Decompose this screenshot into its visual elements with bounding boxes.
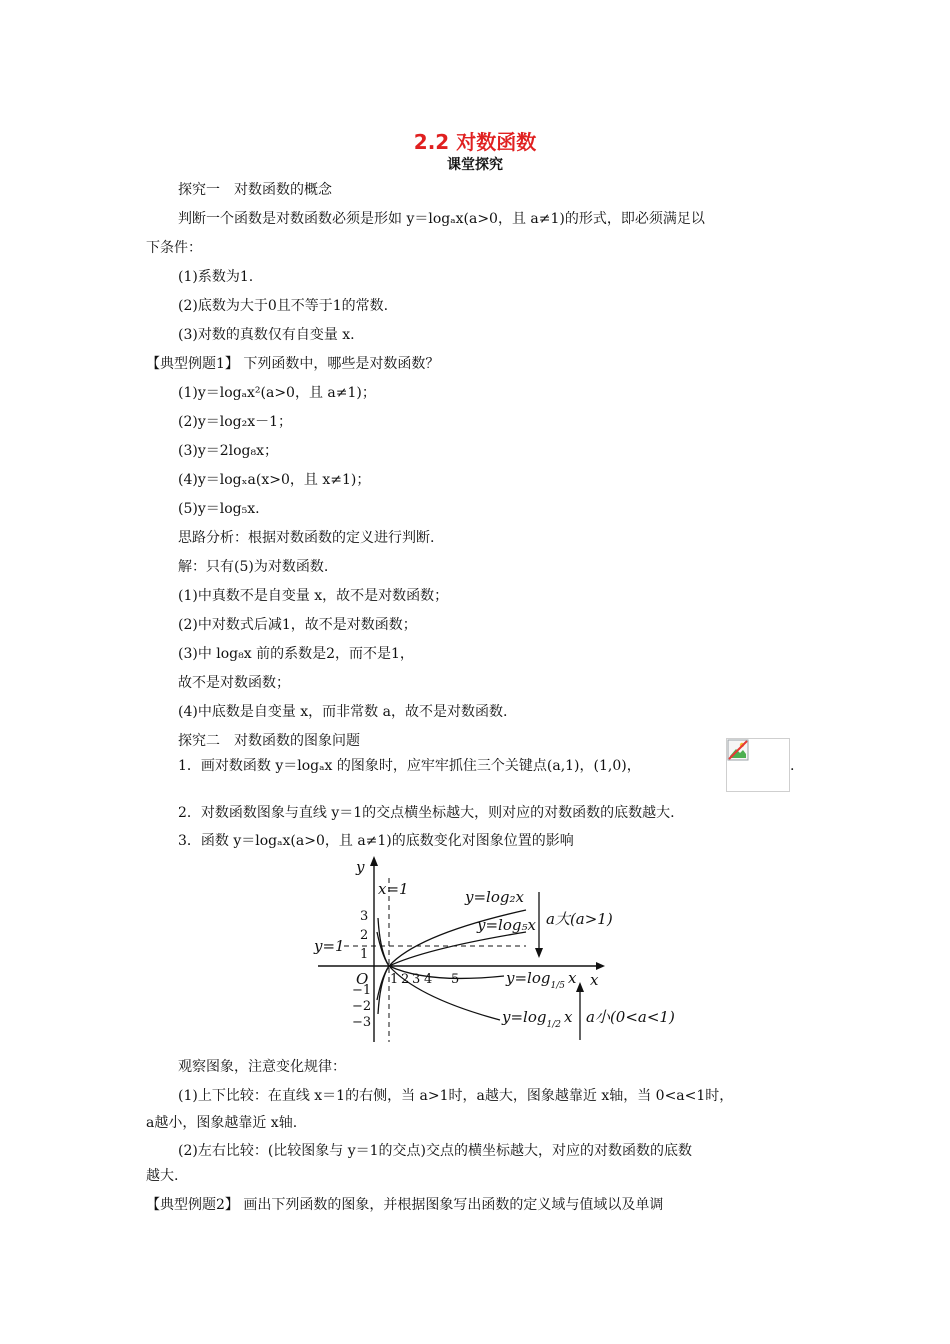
list-item: (5)y＝log₅x. bbox=[178, 501, 260, 517]
arrow-a-big-head bbox=[535, 948, 543, 958]
paragraph-line: 判断一个函数是对数函数必须是形如 y＝logₐx(a>0，且 a≠1)的形式，即必须满足以 bbox=[178, 211, 705, 227]
paragraph-line: (3)中 log₈x 前的系数是2，而不是1， bbox=[178, 646, 414, 662]
paragraph-line: 3．函数 y＝logₐx(a>0，且 a≠1)的底数变化对图象位置的影响 bbox=[178, 833, 574, 849]
paragraph-line: (1)中真数不是自变量 x，故不是对数函数； bbox=[178, 588, 449, 604]
paragraph-line: 下条件： bbox=[146, 240, 202, 256]
x-tick-label: 2 bbox=[401, 972, 410, 987]
paragraph-line: (1)上下比较：在直线 x＝1的右侧，当 a>1时，a越大，图象越靠近 x轴，当 0<a<1时， bbox=[178, 1088, 734, 1104]
paragraph-line: 故不是对数函数； bbox=[178, 675, 290, 691]
paragraph-line: 观察图象，注意变化规律： bbox=[178, 1059, 346, 1075]
page-subtitle: 课堂探究 bbox=[447, 157, 503, 173]
list-item: (2)y＝log₂x－1； bbox=[178, 414, 293, 430]
y-tick-label: 1 bbox=[360, 947, 369, 962]
line-x-equals-1-label: x=1 bbox=[378, 880, 409, 898]
paragraph-line: (2)中对数式后减1，故不是对数函数； bbox=[178, 617, 417, 633]
label-log5: y=log₅x bbox=[477, 916, 536, 934]
x-axis-arrow bbox=[596, 962, 605, 970]
log-function-graph bbox=[308, 848, 675, 1048]
y-tick-label: 3 bbox=[360, 909, 369, 924]
paragraph-line: 思路分析：根据对数函数的定义进行判断. bbox=[178, 530, 435, 546]
paragraph-line: (2)左右比较：(比较图象与 y＝1的交点)交点的横坐标越大，对应的对数函数的底数 bbox=[178, 1143, 693, 1159]
x-tick-label: 5 bbox=[451, 972, 460, 987]
list-item: (3)对数的真数仅有自变量 x. bbox=[178, 327, 355, 343]
paragraph-line: 1．画对数函数 y＝logₐx 的图象时，应牢牢抓住三个关键点(a,1)，(1,0)， bbox=[178, 758, 641, 774]
x-tick-label: 1 bbox=[390, 972, 399, 987]
paragraph-line: a越小，图象越靠近 x轴. bbox=[146, 1115, 298, 1131]
y-tick-label: −2 bbox=[352, 999, 372, 1014]
list-item: (1)系数为1. bbox=[178, 269, 254, 285]
curve-log5 bbox=[377, 932, 526, 966]
list-item: (4)y＝logₓa(x>0，且 x≠1)； bbox=[178, 472, 371, 488]
x-tick-label: 4 bbox=[424, 972, 433, 987]
section-heading-1: 探究一 对数函数的概念 bbox=[178, 182, 332, 198]
y-tick-label: −1 bbox=[352, 983, 372, 998]
list-item: (1)y＝logₐx²(a>0，且 a≠1)； bbox=[178, 385, 376, 401]
x-tick-label: 3 bbox=[412, 972, 421, 987]
arrow-a-small-head bbox=[576, 982, 584, 992]
section-heading-2: 探究二 对数函数的图象问题 bbox=[178, 733, 360, 749]
note-a-big: a大(a>1) bbox=[546, 910, 613, 928]
list-item: (3)y＝2log₈x； bbox=[178, 443, 279, 459]
paragraph-line: (4)中底数是自变量 x，而非常数 a，故不是对数函数. bbox=[178, 704, 508, 720]
broken-image-icon bbox=[727, 739, 749, 761]
label-log1-2: $y=\log_{1/2}$ x bbox=[502, 1008, 573, 1030]
paragraph-line: 解：只有(5)为对数函数. bbox=[178, 559, 329, 575]
sentence-end: . bbox=[790, 758, 795, 774]
paragraph-line: 2．对数函数图象与直线 y＝1的交点横坐标越大，则对应的对数函数的底数越大. bbox=[178, 805, 675, 821]
origin-label: O bbox=[356, 970, 369, 988]
x-axis-label: x bbox=[590, 971, 599, 989]
page-title: 2.2 对数函数 bbox=[413, 130, 537, 154]
example-heading-1: 【典型例题1】 下列函数中，哪些是对数函数？ bbox=[146, 356, 440, 372]
paragraph-line: 越大. bbox=[146, 1168, 179, 1184]
y-tick-label: −3 bbox=[352, 1015, 372, 1030]
note-a-small: a小(0<a<1) bbox=[586, 1008, 675, 1026]
y-tick-label: 2 bbox=[360, 928, 369, 943]
label-log1-5: $y=\log_{1/5}$ x bbox=[506, 969, 577, 991]
missing-image-placeholder bbox=[726, 738, 790, 792]
example-heading-2: 【典型例题2】 画出下列函数的图象，并根据图象写出函数的定义域与值域以及单调 bbox=[146, 1197, 664, 1213]
list-item: (2)底数为大于0且不等于1的常数. bbox=[178, 298, 389, 314]
y-axis-label: y bbox=[356, 858, 365, 876]
y-axis-arrow bbox=[370, 856, 378, 866]
label-log2: y=log₂x bbox=[465, 888, 524, 906]
line-y-equals-1-label: y=1 bbox=[314, 937, 345, 955]
